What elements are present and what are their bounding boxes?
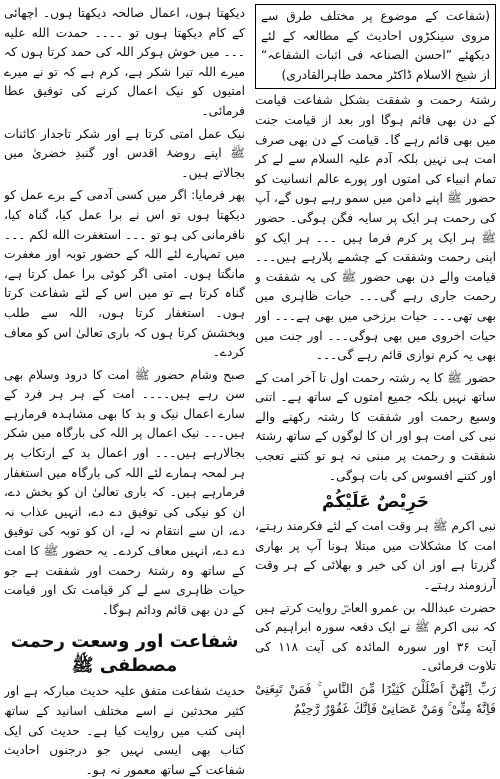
right-paragraph-1: دیکھتا ہوں، اعمال صالحہ دیکھتا ہوں۔ اچھائی کے کام دیکھتا ہوں تو ۔۔۔۔ حمدت الله علیه ۔۔۔ میں خوش ہوکر اللہ کی حمد کرتا ہوں کہ میرے اللہ تیرا شکر ہے، کرم ہے کہ تو نے میرے امتیوں کو نیک اعمال کرنے کی توفیق عطا فرمائی۔ — [4, 6, 245, 118]
left-column — [255, 4, 496, 777]
right-paragraph-3: پھر فرمایا: اگر میں کسی آدمی کے برے عمل کو دیکھتا ہوں تو اس نے برا عمل کیا، گناہ کیا، نافرمانی کی ہو تو ۔۔۔ استغفرت الله لکم ۔۔۔ میں تمہارے لئے اللہ کے حضور توبہ اور مغفرت مانگتا ہوں۔ امتی اگر کوئی برا عمل کرتا ہے، گناہ کرتا ہے تو میں اس کے لئے شفاعت کرتا ہوں۔ استغفار کرتا ہوں، اللہ سے طلب وبخشش کرتا ہوں کہ باری تعالیٰ اس کو معاف کردے۔ — [4, 188, 245, 360]
right-paragraph-4: صبح وشام حضور ﷺ امت کا درود وسلام بھی سن رہے ہیں۔۔۔۔ امت کے ہر ہر فرد کے سارے اعمال نیک و بد کا بھی مشاہدہ فرمارہے ہیں۔۔۔ نیک اعمال پر اللہ کی بارگاہ میں شکر بجالارہے ہیں۔۔۔ اور اعمال بد کے ارتکاب پر ہر لمحہ ہمارے لئے اللہ کی بارگاہ میں استغفار فرمارہے ہیں۔ کہ باری تعالیٰ ان کو بخش دے، ان کو نیکی کی توفیق دے دے، انہیں عذاب نہ دے، ان سے انتقام نہ لے، ان کو توبہ کی توفیق دے دے، انہیں معاف کردے۔ یہ حضور ﷺ کا امت کے ساتھ وہ رشتۂ رحمت اور شفقت ہے جو حیات ظاہری سے لے کر قیامت تک اور قیامت کے دن بھی قائم ودائم ہوگا۔ — [4, 367, 245, 617]
section-heading-shafaat: شفاعت اور وسعت رحمت مصطفی ﷺ — [10, 631, 239, 677]
left-paragraph-2: حضور ﷺ کا یہ رشتہ رحمت اول تا آخر امت کے ساتھ نہیں بلکہ جمیع امتوں کے ساتھ ہے۔ اتنی وسیع رحمت اور شفقت کا رشتہ رکھنے والے نبی کی امت ہو اور ان کا لوگوں کے ساتھ رشتۂ شفقت و رحمت پر مبنی نہ ہو تو کتنے تعجب اور کتنے افسوس کی بات ہوگی۔ — [255, 370, 496, 483]
left-paragraph-1: رشتۂ رحمت و شفقت بشکل شفاعت قیامت کے دن بھی قائم ہوگا اور بعد از قیامت جنت میں بھی قائم رہے گا۔ قیامت کے دن بھی صرف امت ہی نہیں بلکہ آدم علیہ السلام سے لے کر تمام انبیاء کی امتوں اور پورے عالم انسانیت کو حضور ﷺ اپنے دامن میں سمو رہے ہوں گے، آپ کی رحمت ہر ایک پر سایہ فگن ہوگی۔ حضور ﷺ ہر ایک پر کرم فرما ہیں ۔۔۔ ہر ایک کو اپنی رحمت وشفقت کے چشمے پلارہے ہیں۔۔۔ قیامت والے دن بھی حضور ﷺ کی یہ شفقت و رحمت جاری رہے گی۔۔۔ حیات ظاہری میں بھی تھی۔۔۔ حیات برزخی میں بھی ہے۔۔۔ اور حیات اخروی میں بھی ہوگی۔۔۔ اور جنت میں بھی یہ کرم نوازی قائم رہے گی۔۔۔ — [255, 93, 496, 363]
left-paragraph-4: حضرت عبداللہ بن عمرو العاصؓ روایت کرتے ہیں کہ نبی اکرم ﷺ نے ایک دفعہ سورہ ابراہیم کی آیت ۳۶ اور سورہ المائدہ کی آیت ۱۱۸ کی تلاوت فرمائی۔ — [255, 600, 496, 674]
right-paragraph-5: حدیث شفاعت متفق علیہ حدیث مبارکہ ہے اور کثیر محدثین نے اسے مختلف اسانید کے ساتھ اپنی کتب میں روایت کیا ہے۔ حدیث کی ایک کتاب بھی ایسی نہیں جو درجنوں احادیث شفاعت کے ساتھ معمور نہ ہو۔ — [4, 684, 245, 777]
section-heading-harisun-alaikum: حَرِيْصٌ عَلَيْكُمْ — [321, 492, 430, 513]
right-column — [4, 4, 245, 777]
quran-verse: رَبِّ اِنَّهُنَّ اَضْلَلْنَ كَثِيْرًا مِّنَ النَّاسِ ۚ فَمَنْ تَبِعَنِىْ فَاِنَّهٗ مِنِّىْ ۚ وَمَنْ عَصَانِىْ فَاِنَّكَ غَفُوْرٌ رَّحِيْمٌ — [255, 681, 496, 716]
reference-note: (شفاعت کے موضوع پر مختلف طرق سے مروی سینکڑوں احادیث کے مطالعہ کے لئے دیکھئے ”احسن الصناعہ فی اثبات الشفاعہ“ از شیخ الاسلام ڈاکٹر محمد طاہرالقادری) — [261, 9, 490, 82]
right-paragraph-2: نیک عمل امتی کرتا ہے اور شکر تاجدار کائنات ﷺ اپنے روضۂ اقدس اور گنبدِ خضریٰ میں بجالاتے ہیں۔ — [4, 126, 245, 180]
left-paragraph-3: نبی اکرم ﷺ ہر وقت امت کے لئے فکرمند رہتے، امت کا مشکلات میں مبتلا ہونا آپ پر بھاری گزرتا ہے اور ان کی خیر و بھلائی کے ہر وقت آرزومند رہتے۔ — [255, 519, 496, 593]
reference-box — [255, 4, 496, 89]
